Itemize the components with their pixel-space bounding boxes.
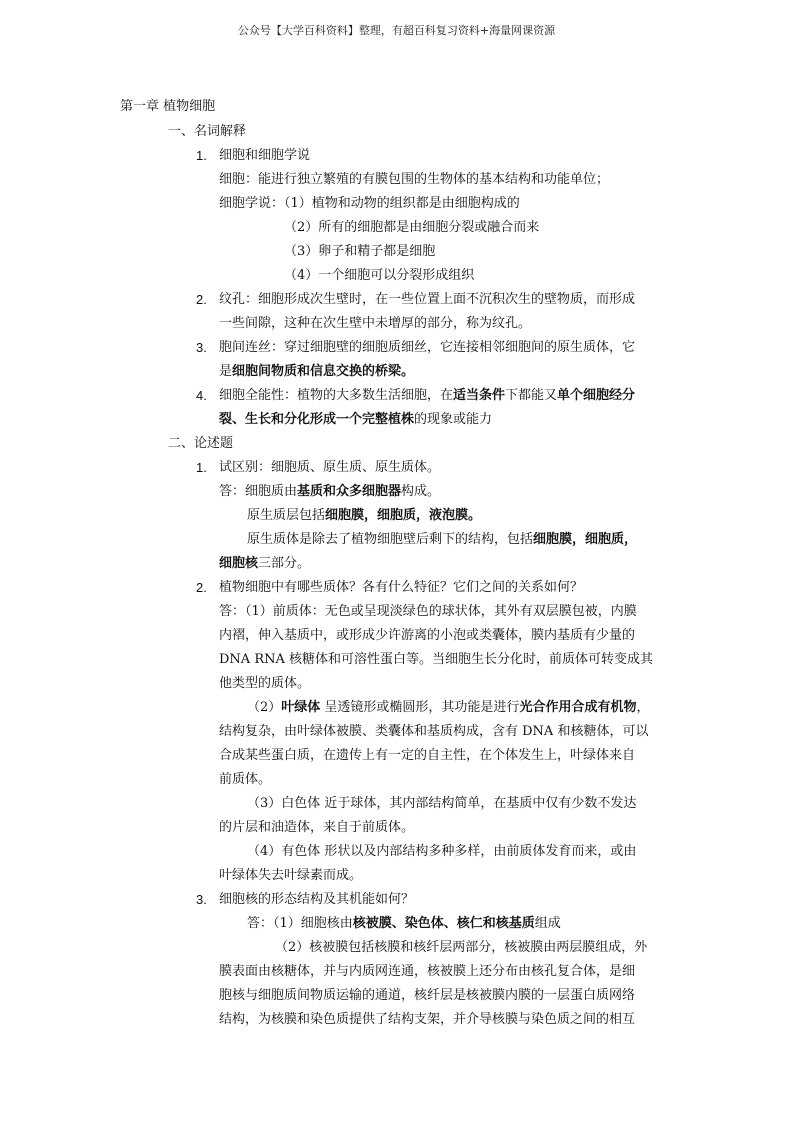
chloroplast-1: （2）叶绿体 呈透镜形或椭圆形，其功能是进行光合作用合成有机物， — [247, 700, 650, 715]
answer-1d: 细胞核三部分。 — [219, 556, 311, 571]
pit-definition-1: 纹孔：细胞形成次生壁时，在一些位置上面不沉积次生的壁物质，而形成 — [219, 292, 636, 307]
proplastid-2: 内褶，伸入基质中，或形成少许游离的小泡或类囊体，膜内基质有少量的 — [219, 628, 636, 643]
chloroplast-3: 合成某些蛋白质，在遗传上有一定的自主性，在个体发生上，叶绿体来自 — [219, 748, 636, 763]
proplastid-4: 他类型的质体。 — [219, 676, 311, 691]
page-header: 公众号【大学百科资料】整理，有超百科复习资料+海量网课资源 — [237, 24, 556, 37]
cell-theory-4: （4）一个细胞可以分裂形成组织 — [284, 268, 475, 283]
plasmodesmata-def-1: 胞间连丝：穿过细胞壁的细胞质细丝，它连接相邻细胞间的原生质体，它 — [219, 340, 636, 355]
totipotency-def-1: 细胞全能性：植物的大多数生活细胞，在适当条件下都能又单个细胞经分 — [219, 388, 636, 403]
chromoplast-2: 叶绿体失去叶绿素而成。 — [219, 868, 363, 883]
chapter-title: 第一章 植物细胞 — [120, 99, 216, 114]
section-title-2: 二、论述题 — [168, 436, 234, 451]
totipotency-def-2: 裂、生长和分化形成一个完整植株的现象或能力 — [219, 412, 493, 427]
item-number: 2. — [196, 292, 207, 307]
answer-1c: 原生质体是除去了植物细胞壁后剩下的结构，包括细胞膜，细胞质， — [247, 532, 638, 547]
pit-definition-2: 一些间隙，这种在次生壁中未增厚的部分，称为纹孔。 — [219, 316, 532, 331]
cell-definition: 细胞：能进行独立繁殖的有膜包围的生物体的基本结构和功能单位； — [219, 172, 610, 187]
proplastid-3: DNA RNA 核糖体和可溶性蛋白等。当细胞生长分化时，前质体可转变成其 — [219, 652, 654, 667]
chloroplast-4: 前质体。 — [219, 772, 272, 787]
question-2: 植物细胞中有哪些质体？各有什么特征？它们之间的关系如何？ — [219, 580, 584, 595]
cell-theory-2: （2）所有的细胞都是由细胞分裂或融合而来 — [284, 220, 540, 235]
leucoplast-2: 的片层和油造体，来自于前质体。 — [219, 820, 415, 835]
question-1: 试区别：细胞质、原生质、原生质体。 — [219, 460, 441, 475]
nucleus-answer-2b: 膜表面由核糖体，并与内质网连通，核被膜上还分布由核孔复合体，是细 — [219, 964, 636, 979]
plasmodesmata-def-2: 是细胞间物质和信息交换的桥梁。 — [219, 364, 415, 379]
item-number: 2. — [196, 580, 207, 595]
section-title-1: 一、名词解释 — [168, 124, 247, 139]
chromoplast-1: （4）有色体 形状以及内部结构多种多样，由前质体发育而来，或由 — [247, 844, 637, 859]
item-number: 1. — [196, 460, 207, 475]
nucleus-answer-1: 答：（1）细胞核由核被膜、染色体、核仁和核基质组成 — [247, 916, 561, 931]
proplastid-1: 答：（1）前质体：无色或呈现淡绿色的球状体，其外有双层膜包被，内膜 — [219, 604, 637, 619]
item-number: 3. — [196, 892, 207, 907]
cell-theory-3: （3）卵子和精子都是细胞 — [284, 244, 436, 259]
nucleus-answer-2d: 结构，为核膜和染色质提供了结构支架，并介导核膜与染色质之间的相互 — [219, 1012, 636, 1027]
item-title: 细胞和细胞学说 — [219, 148, 311, 163]
nucleus-answer-2a: （2）核被膜包括核膜和核纤层两部分，核被膜由两层膜组成，外 — [275, 940, 648, 955]
item-number: 1. — [196, 148, 207, 163]
item-number: 3. — [196, 340, 207, 355]
cell-theory-1: 细胞学说：（1）植物和动物的组织都是由细胞构成的 — [219, 196, 520, 211]
leucoplast-1: （3）白色体 近于球体，其内部结构简单，在基质中仅有少数不发达 — [247, 796, 637, 811]
item-number: 4. — [196, 388, 207, 403]
nucleus-answer-2c: 胞核与细胞质间物质运输的通道，核纤层是核被膜内膜的一层蛋白质网络 — [219, 988, 636, 1003]
question-3: 细胞核的形态结构及其机能如何？ — [219, 892, 415, 907]
answer-1b: 原生质层包括细胞膜，细胞质，液泡膜。 — [247, 508, 482, 523]
answer-1a: 答：细胞质由基质和众多细胞器构成。 — [219, 484, 441, 499]
chloroplast-2: 结构复杂，由叶绿体被膜、类囊体和基质构成，含有 DNA 和核糖体，可以 — [219, 724, 649, 739]
